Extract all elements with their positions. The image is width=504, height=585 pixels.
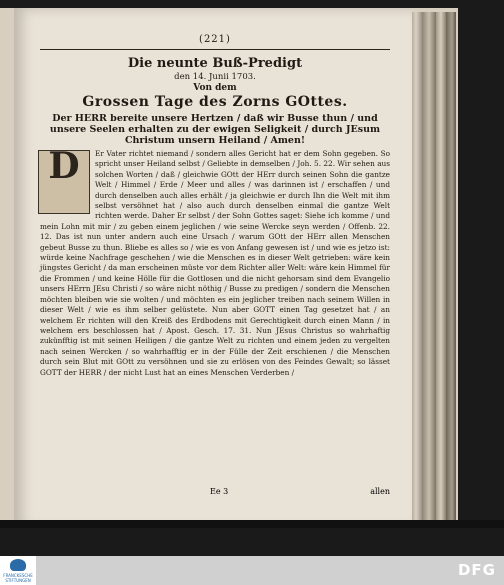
footer-logo-text: FRANCKESCHE STIFTUNGEN xyxy=(3,573,33,583)
catchword: allen xyxy=(370,487,390,496)
footer-logo xyxy=(0,556,36,585)
body-text: Er Vater richtet niemand / sondern alles Gericht hat er dem Sohn gegeben. So spricht unser Heiland selbst / Geliebte in demselben / Joh. 5. 22. Wir sehen aus solchen Worten / daß / gleichwie GOtt der HErr durch seinen Sohn die gantze Welt / Himmel / Erde / Meer und alles / was darinnen ist / erschaffen / und durch denselben auch alles erhält / ja gleichwie er durch Ihn die Welt mit ihm selbst versöhnet hat / also auch durch denselben einmal die gantze Welt richten werde. Daher Er selbst / der Sohn Gottes saget: Siehe ich komme / und mein Lohn mit mir / zu geben einem jeglichen / wie seine Wercke seyn werden / Offenb. 22. 12. Das ist nun unter andern auch eine Ursach / warum GOtt der HErr allen Menschen gebeut Busse zu thun. Bliebe es alles so / wie es von Anfang gewesen ist / und wie es jetzo ist: würde keine Nachfrage geschehen / wie die Menschen es in dieser Welt getrieben: wäre kein jüngstes Gericht / da man erscheinen müste vor dem Richter aller Welt: wäre kein Himmel für die Frommen / und keine Hölle für die Gottlosen und die nicht gehorsam sind dem Evangelio unsers HErrn JEsu Christi / so wäre nicht nöthig / Busse zu predigen / sondern die Menschen möchten bleiben wie sie wolten / und möchten es ein jeglicher treiben nach seinem Willen in dieser Welt / wie es ihm selber gelüstete. Nun aber GOTT einen Tag gesetzet hat / an welchem Er richten will den Kreiß des Erdbodens mit Gerechtigkeit durch einen Mann / in welchem ers beschlossen hat / Apost. Gesch. 17. 31. Nun JEsus Christus so wahrhaftig zukünfftig ist mit seinen Heiligen / die gantze Welt zu richten und einem jeden zu vergelten nach seinen Wercken / so wahrhafftig er in der Fülle der Zeit erschienen / die Menschen durch sein Blut mit GOtt zu versöhnen und sie zu erlösen von des Feindes Gewalt; so lässet GOTT der HERR / der nicht Lust hat an eines Menschen Verderben / xyxy=(40,149,390,377)
page-edges xyxy=(412,12,422,526)
page-content xyxy=(40,34,390,378)
dfg-logo: DFG xyxy=(457,561,496,579)
foundation-logo-icon xyxy=(10,559,26,571)
scan-border xyxy=(0,520,504,528)
decorated-initial xyxy=(38,145,90,214)
sermon-title: Die neunte Buß-Predigt xyxy=(127,56,303,71)
signature-mark: Ee 3 xyxy=(210,487,229,496)
page-number: (221) xyxy=(199,34,231,45)
initial-letter: D xyxy=(48,145,80,187)
sermon-subject: Grossen Tage des Zorns GOttes. xyxy=(82,94,348,110)
sermon-date: den 14. Junii 1703. xyxy=(174,72,256,82)
page-edges xyxy=(422,12,436,526)
body-text-block xyxy=(40,145,390,378)
footer-bar xyxy=(0,556,504,585)
page-edges xyxy=(436,12,446,526)
header-rule xyxy=(40,49,390,50)
von-dem: Von dem xyxy=(193,83,237,93)
opening-prayer: Der HERR bereite unsere Hertzen / daß wir Busse thun / und unsere Seelen erhalten zu der ewigen Seligkeit / durch JEsum Christum unsern Heiland / Amen! xyxy=(49,113,381,146)
page-edges xyxy=(446,12,456,526)
